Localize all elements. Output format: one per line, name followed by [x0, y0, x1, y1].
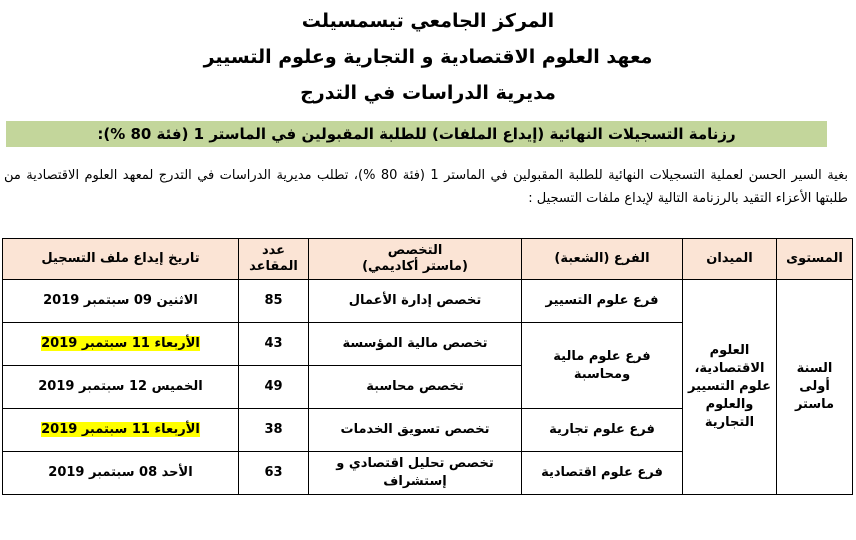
cell-seats: 63 [239, 452, 309, 495]
table-header-row [3, 239, 853, 280]
intro-paragraph: بغية السير الحسن لعملية التسجيلات النهائية للطلبة المقبولين في الماستر 1 (فئة 80 %)، تطلب مديرية الدراسات في التدرج لمعهد العلوم الاقتصادية من طلبتها الأعزاء التقيد بالرزنامة التالية لإيداع ملفات التسجيل : [4, 168, 848, 206]
cell-field: العلوم الاقتصادية، علوم التسيير والعلوم التجارية [683, 280, 777, 495]
header-branch: الفرع (الشعبة) [522, 239, 683, 280]
header-level: المستوى [777, 239, 853, 280]
cell-date [3, 452, 239, 495]
cell-branch-finance: فرع علوم مالية ومحاسبة [522, 323, 683, 409]
registration-schedule-table [2, 238, 853, 495]
cell-date [3, 280, 239, 323]
cell-branch-management: فرع علوم التسيير [522, 280, 683, 323]
date-text: الخميس 12 سبتمبر 2019 [38, 379, 203, 394]
date-text-highlighted: الأربعاء 11 سبتمبر 2019 [41, 422, 200, 437]
header-specialty [309, 239, 522, 280]
header-specialty-label: التخصص [387, 243, 443, 258]
cell-specialty: تخصص محاسبة [309, 366, 522, 409]
cell-specialty: تخصص تسويق الخدمات [309, 409, 522, 452]
schedule-title-banner: رزنامة التسجيلات النهائية (إيداع الملفات) للطلبة المقبولين في الماستر 1 (فئة 80 %): [6, 121, 827, 147]
cell-specialty: تخصص إدارة الأعمال [309, 280, 522, 323]
header-field: الميدان [683, 239, 777, 280]
header-seats: عدد المقاعد [239, 239, 309, 280]
cell-branch-commerce: فرع علوم تجارية [522, 409, 683, 452]
header-date: تاريخ إيداع ملف التسجيل [3, 239, 239, 280]
date-text-highlighted: الأربعاء 11 سبتمبر 2019 [41, 336, 200, 351]
cell-specialty: تخصص مالية المؤسسة [309, 323, 522, 366]
cell-date [3, 366, 239, 409]
cell-branch-economics: فرع علوم اقتصادية [522, 452, 683, 495]
cell-date [3, 323, 239, 366]
institute-name: معهد العلوم الاقتصادية و التجارية وعلوم التسيير [203, 46, 653, 68]
date-text: الأحد 08 سبتمبر 2019 [48, 465, 193, 480]
cell-level: السنة أولى ماستر [777, 280, 853, 495]
cell-date [3, 409, 239, 452]
cell-seats: 85 [239, 280, 309, 323]
date-text: الاثنين 09 سبتمبر 2019 [43, 293, 198, 308]
cell-specialty: تخصص تحليل اقتصادي و إستشراف [309, 452, 522, 495]
header-specialty-sub: (ماستر أكاديمي) [362, 259, 468, 274]
cell-seats: 43 [239, 323, 309, 366]
institution-name: المركز الجامعي تيسمسيلت [301, 10, 555, 32]
directorate-name: مديرية الدراسات في التدرج [300, 82, 556, 104]
table-row [3, 280, 853, 323]
cell-seats: 49 [239, 366, 309, 409]
cell-seats: 38 [239, 409, 309, 452]
